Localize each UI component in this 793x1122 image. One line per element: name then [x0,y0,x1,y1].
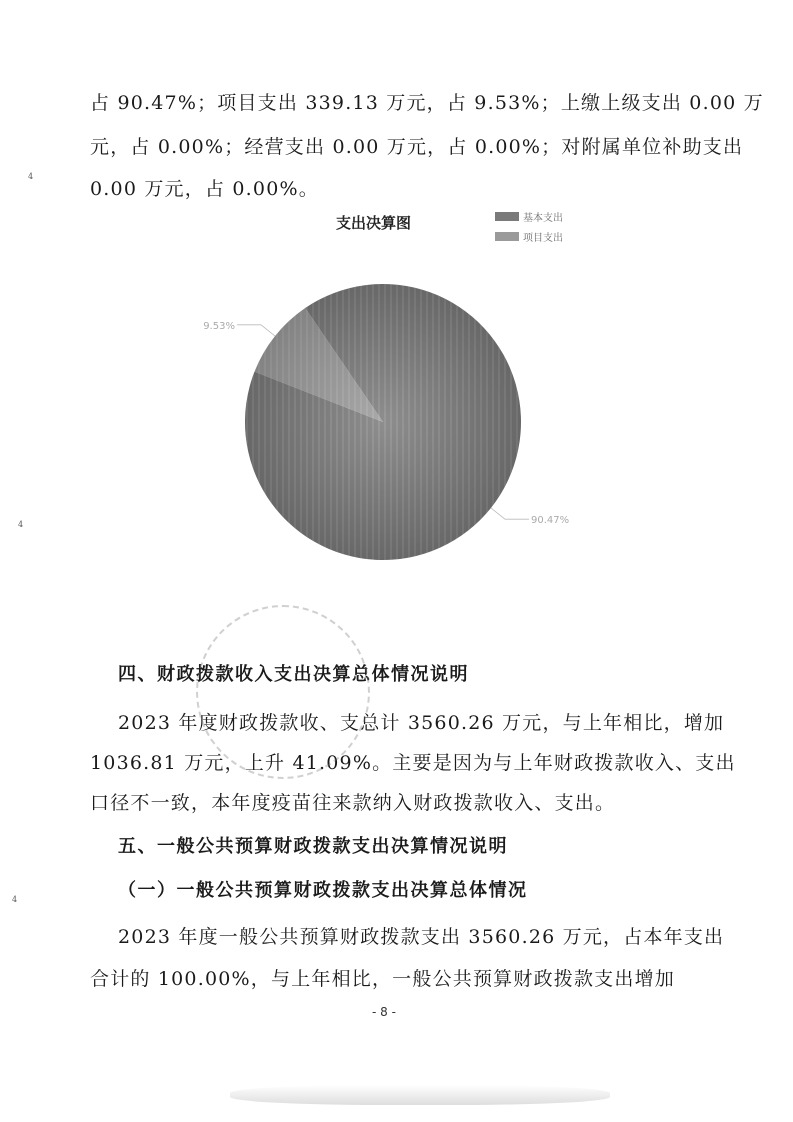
pie-leader-line [237,325,275,336]
chart-legend [495,206,563,246]
pie-slice [255,308,383,422]
official-seal [196,605,370,779]
legend-item [495,206,563,226]
legend-swatch [495,232,519,241]
legend-swatch [495,212,519,221]
section4-line-2: 1036.81 万元，上升 41.09%。主要是因为与上年财政拨款收入、支出 [90,752,736,774]
page-number: - 8 - [372,1005,396,1019]
intro-line-2: 元，占 0.00%；经营支出 0.00 万元，占 0.00%；对附属单位补助支出 [90,136,744,158]
legend-label: 项目支出 [523,232,563,244]
legend-item [495,226,563,246]
intro-line-1: 占 90.47%；项目支出 339.13 万元，占 9.53%；上缴上级支出 0.00 万 [90,92,764,114]
section4-heading: 四、财政拨款收入支出决算总体情况说明 [118,664,469,685]
pie-data-label: 9.53% [203,320,235,332]
pie-shading [245,284,521,560]
pie-leader-line [491,508,529,519]
intro-line-3: 0.00 万元，占 0.00%。 [90,178,319,200]
section5-subheading: （一）一般公共预算财政拨款支出决算总体情况 [118,880,528,901]
pie-texture [245,284,521,560]
section4-line-1: 2023 年度财政拨款收、支总计 3560.26 万元，与上年相比，增加 [118,712,725,734]
legend-label: 基本支出 [523,212,563,224]
margin-mark: 4 [12,895,18,904]
section5-line-2: 合计的 100.00%，与上年相比，一般公共预算财政拨款支出增加 [90,968,675,990]
section4-line-3: 口径不一致，本年度疫苗往来款纳入财政拨款收入、支出。 [90,792,616,814]
margin-mark: 4 [18,520,24,529]
section5-heading: 五、一般公共预算财政拨款支出决算情况说明 [118,836,508,857]
pie-slice [245,284,521,560]
chart-title: 支出决算图 [336,214,412,232]
section5-line-1: 2023 年度一般公共预算财政拨款支出 3560.26 万元，占本年支出 [118,926,725,948]
margin-mark: 4 [28,172,34,181]
scan-shadow [230,1085,610,1105]
pie-data-label: 90.47% [531,515,570,527]
